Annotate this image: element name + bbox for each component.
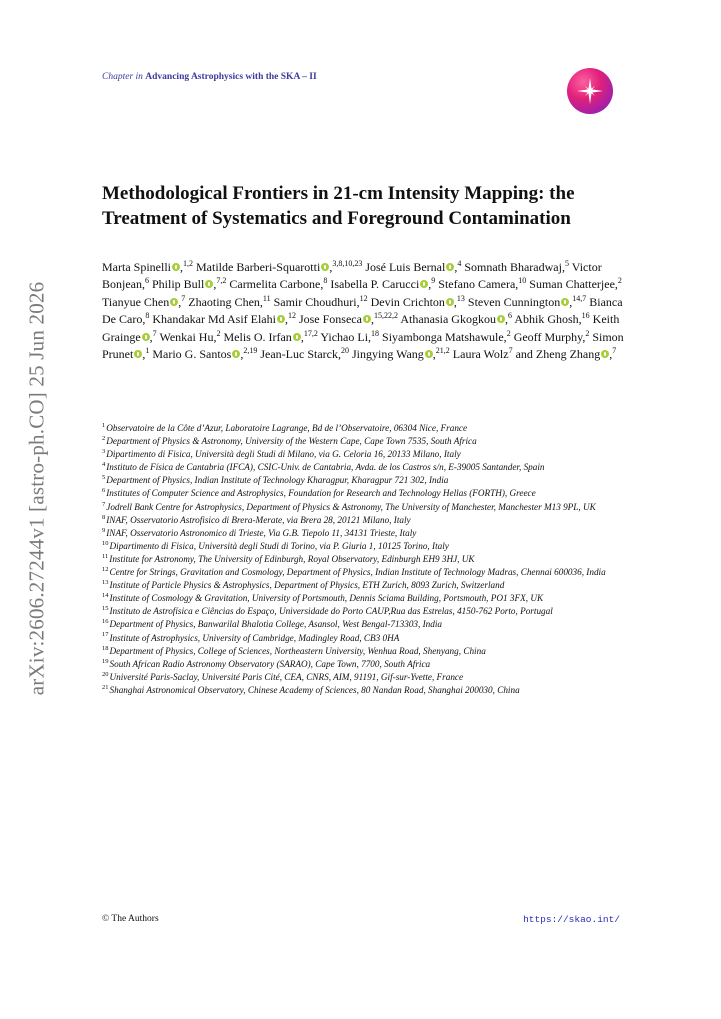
author-entry: [274, 295, 368, 309]
affiliation-number: 12: [102, 565, 109, 573]
affiliation-item: [102, 553, 627, 566]
author-entry: [438, 277, 526, 291]
affiliation-number: 19: [102, 657, 109, 665]
affiliation-number: 2: [102, 435, 106, 443]
author-affiliation-marker: 12: [359, 293, 368, 303]
author-affiliation-marker: 2: [506, 328, 511, 338]
affiliation-number: 20: [102, 670, 109, 678]
chapter-book-link[interactable]: Advancing Astrophysics with the SKA – II: [145, 72, 317, 82]
affiliation-number: 4: [102, 461, 106, 469]
affiliation-number: 15: [102, 605, 109, 613]
author-entry: Mario G. Santos ,$^{2,19}$: [152, 346, 258, 362]
orcid-icon[interactable]: [321, 263, 329, 271]
affiliation-text: Dipartimento di Fisica, Università degli Studi di Torino, via P. Giuria 1, 10125 Torino, Italy: [109, 540, 449, 551]
orcid-icon[interactable]: [363, 315, 371, 323]
author-affiliation-marker: 7,2: [216, 276, 227, 286]
affiliation-item: [102, 487, 627, 500]
affiliation-number: 17: [102, 631, 109, 639]
author-entry: and Zheng Zhang ,$^7$: [515, 346, 617, 362]
author-entry: Tianyue Chen ,$^7$: [102, 293, 186, 309]
author-affiliation-marker: 14,7: [572, 293, 587, 303]
author-entry: Devin Crichton ,$^{13}$: [370, 293, 465, 309]
affiliation-text: Institute of Cosmology & Gravitation, University of Portsmouth, Dennis Sciama Building, Portsmouth, PO1 3FX, UK: [109, 593, 544, 604]
author-entry: Keith Grainge ,$^7$: [102, 312, 620, 344]
orcid-icon[interactable]: [172, 263, 180, 271]
affiliation-item: [102, 566, 627, 579]
author-entry: Simon Prunet ,$^1$: [102, 329, 624, 362]
author-name: Tianyue Chen: [102, 294, 170, 309]
author-name: Wenkai Hu,: [159, 329, 217, 344]
author-affiliation-marker: 6: [145, 276, 149, 286]
author-affiliation-marker: 2: [585, 328, 590, 338]
author-name: Athanasia Gkogkou: [400, 312, 496, 327]
affiliation-number: 21: [102, 683, 109, 691]
affiliation-item: [102, 474, 627, 487]
author-entry: [464, 260, 569, 274]
author-name: Geoff Murphy,: [513, 329, 586, 344]
author-entry: [159, 330, 220, 344]
author-name: Suman Chatterjee,: [529, 277, 618, 292]
author-name: and Zheng Zhang: [515, 347, 601, 362]
author-entry: Melis O. Irfan ,$^{17,2}$: [223, 328, 318, 344]
affiliation-text: Institute of Astrophysics, University of Cambridge, Madingley Road, CB3 0HA: [109, 632, 400, 643]
orcid-icon[interactable]: [134, 350, 142, 358]
affiliation-number: 11: [102, 552, 109, 560]
author-name: José Luis Bernal: [365, 260, 446, 274]
affiliation-item: [102, 422, 627, 435]
affiliation-item: [102, 527, 627, 540]
author-affiliation-marker: 17,2: [303, 328, 318, 338]
chapter-header: [102, 72, 317, 82]
author-entry: [229, 277, 327, 291]
affiliation-text: INAF, Osservatorio Astronomico di Trieste, Via G.B. Tiepolo 11, 34131 Trieste, Italy: [106, 527, 417, 538]
affiliation-item: [102, 461, 627, 474]
affiliation-item: [102, 645, 627, 658]
author-affiliation-marker: 5: [564, 259, 569, 268]
orcid-icon[interactable]: [601, 350, 609, 358]
affiliation-number: 3: [102, 448, 106, 456]
author-name: Jean-Luc Starck,: [260, 347, 341, 362]
author-affiliation-marker: 21,2: [435, 346, 450, 356]
orcid-icon[interactable]: [232, 350, 240, 358]
orcid-icon[interactable]: [425, 350, 433, 358]
affiliation-number: 13: [102, 579, 109, 587]
copyright-notice: © The Authors: [102, 914, 159, 924]
affiliation-text: Shanghai Astronomical Observatory, Chinese Academy of Sciences, 80 Nandan Road, Shanghai 200030, China: [109, 684, 520, 695]
affiliation-item: [102, 501, 627, 514]
author-entry: [260, 347, 349, 361]
affiliation-text: Department of Physics, College of Sciences, Northeastern University, Wenhua Road, Shenyang, China: [109, 645, 486, 656]
affiliation-text: Institute for Astronomy, The University of Edinburgh, Royal Observatory, Edinburgh EH9 3HJ, UK: [109, 553, 475, 564]
author-affiliation-marker: 16: [581, 311, 590, 321]
affiliation-number: 14: [102, 592, 109, 600]
affiliation-text: Department of Physics & Astronomy, University of the Western Cape, Cape Town 7535, South Africa: [106, 436, 477, 447]
author-affiliation-marker: 3,8,10,23: [332, 259, 363, 268]
author-affiliation-marker: 12: [287, 311, 296, 321]
author-affiliation-marker: 9: [431, 276, 436, 286]
author-name: Somnath Bharadwaj,: [464, 260, 565, 274]
orcid-icon[interactable]: [497, 315, 505, 323]
author-affiliation-marker: 7: [612, 346, 617, 356]
affiliation-number: 10: [102, 539, 109, 547]
author-name: Zhaoting Chen,: [188, 294, 263, 309]
orcid-icon[interactable]: [205, 280, 213, 288]
orcid-icon[interactable]: [277, 315, 285, 323]
star-icon: [575, 76, 605, 106]
author-affiliation-marker: 8: [145, 311, 150, 321]
author-affiliation-marker: 10: [518, 276, 527, 286]
author-affiliation-marker: 11: [262, 293, 271, 303]
affiliation-item: [102, 592, 627, 605]
author-affiliation-marker: 15,22,2: [373, 311, 398, 321]
affiliation-item: [102, 435, 627, 448]
author-affiliation-marker: 18: [371, 328, 380, 338]
affiliation-number: 1: [102, 421, 106, 429]
affiliation-text: Observatoire de la Côte d’Azur, Laboratoire Lagrange, Bd de l’Observatoire, 06304 Nice, France: [106, 423, 468, 433]
affiliation-item: [102, 579, 627, 592]
affiliation-number: 16: [102, 618, 109, 626]
affiliation-text: Instituto de Astrofísica e Ciências do Espaço, Universidade do Porto CAUP,Rua das Estrelas, 4150-762 Porto, Portugal: [109, 606, 553, 617]
affiliation-text: Dipartimento di Fisica, Università degli Studi di Milano, via G. Celoria 16, 20133 Milano, Italy: [106, 449, 461, 460]
author-name: Laura Wolz: [452, 347, 509, 362]
affiliation-number: 8: [102, 513, 106, 521]
author-entry: Athanasia Gkogkou ,$^6$: [400, 311, 512, 327]
affiliation-item: [102, 658, 627, 671]
affiliation-text: South African Radio Astronomy Observatory (SARAO), Cape Town, 7700, South Africa: [109, 658, 431, 669]
affiliation-text: Department of Physics, Indian Institute of Technology Kharagpur, Kharagpur 721 302, India: [106, 475, 449, 486]
affiliation-text: Instituto de Física de Cantabria (IFCA), CSIC-Univ. de Cantabria, Avda. de los Castros s/n, E-39005 Santander, Spain: [106, 462, 545, 473]
author-name: Matilde Barberi-Squarotti: [196, 260, 321, 274]
author-name: Melis O. Irfan: [223, 329, 292, 344]
affiliation-item: [102, 448, 627, 461]
author-entry: [514, 312, 589, 326]
author-list: [102, 259, 632, 363]
author-name: Carmelita Carbone,: [229, 277, 324, 292]
author-name: Yichao Li,: [320, 329, 372, 344]
orcid-icon[interactable]: [293, 333, 301, 341]
author-name: Samir Choudhuri,: [273, 294, 360, 309]
affiliation-number: 7: [102, 500, 106, 508]
author-affiliation-marker: 2: [617, 276, 622, 286]
author-name: Bianca De Caro,: [102, 294, 623, 327]
author-entry: [453, 347, 513, 361]
affiliation-item: [102, 618, 627, 631]
author-affiliation-marker: 7: [152, 328, 157, 338]
author-affiliation-marker: 1,2: [183, 259, 193, 268]
author-entry: José Luis Bernal ,$^4$: [365, 259, 462, 274]
orcid-icon[interactable]: [561, 298, 569, 306]
author-entry: [382, 330, 511, 344]
affiliation-number: 5: [102, 474, 106, 482]
affiliation-text: Jodrell Bank Centre for Astrophysics, Department of Physics & Astronomy, The University of Manchester, Manchester M13 9PL, UK: [106, 501, 596, 512]
affiliation-text: Institute of Particle Physics & Astrophysics, Department of Physics, ETH Zurich, 8093 Zurich, Switzerland: [109, 580, 505, 591]
author-name: Abhik Ghosh,: [514, 312, 582, 327]
affiliation-item: [102, 540, 627, 553]
affiliation-text: Department of Physics, Banwarilal Bhalotia College, Asansol, West Bengal-713303, India: [109, 619, 443, 630]
author-affiliation-marker: 6: [507, 311, 512, 321]
affiliation-item: [102, 684, 627, 697]
orcid-icon[interactable]: [142, 333, 150, 341]
author-entry: Jose Fonseca ,$^{15,22,2}$: [298, 311, 398, 327]
arxiv-identifier: arXiv:2606.27244v1 [astro-ph.CO] 25 Jun 2026: [24, 281, 49, 695]
author-affiliation-marker: 2,19: [243, 346, 258, 356]
affiliation-number: 18: [102, 644, 109, 652]
affiliation-item: [102, 632, 627, 645]
author-name: Isabella P. Carucci: [330, 277, 420, 292]
author-affiliation-marker: 2: [216, 328, 221, 338]
orcid-icon[interactable]: [420, 280, 428, 288]
author-entry: Steven Cunnington ,$^{14,7}$: [467, 293, 587, 309]
author-entry: Philip Bull ,$^{7,2}$: [152, 276, 227, 292]
affiliation-number: 6: [102, 487, 106, 495]
affiliation-item: [102, 671, 627, 684]
author-name: Stefano Camera,: [438, 277, 519, 292]
author-name: Jose Fonseca: [298, 312, 362, 327]
author-entry: Isabella P. Carucci ,$^9$: [330, 276, 436, 292]
orcid-icon[interactable]: [446, 263, 454, 271]
author-affiliation-marker: 8: [323, 276, 328, 286]
author-entry: Khandakar Md Asif Elahi ,$^{12}$: [152, 311, 296, 327]
author-name: Philip Bull: [152, 277, 205, 292]
paper-title: Methodological Frontiers in 21-cm Intensity Mapping: the Treatment of Systematics and Foreground Contamination: [102, 183, 575, 229]
arxiv-side-stamp: [20, 268, 54, 708]
ska-star-logo-icon: [567, 68, 613, 114]
author-entry: Matilde Barberi-Squarotti ,$^{3,8,10,23}$: [196, 259, 363, 274]
author-name: Mario G. Santos: [152, 347, 232, 362]
author-affiliation-marker: 7: [508, 346, 513, 356]
chapter-prefix: Chapter in: [102, 72, 143, 82]
author-entry: Marta Spinelli ,$^{1,2}$: [102, 259, 193, 274]
affiliation-item: [102, 605, 627, 618]
affiliation-text: Université Paris-Saclay, Université Paris Cité, CEA, CNRS, AIM, 91191, Gif-sur-Yvette, France: [109, 671, 464, 682]
author-affiliation-marker: 1: [145, 346, 150, 356]
author-affiliation-marker: 4: [457, 259, 462, 268]
author-name: Marta Spinelli: [102, 260, 171, 274]
author-name: Khandakar Md Asif Elahi: [152, 312, 276, 327]
affiliation-number: 9: [102, 526, 106, 534]
author-entry: Jingying Wang ,$^{21,2}$: [351, 346, 450, 362]
affiliation-text: Centre for Strings, Gravitation and Cosmology, Department of Physics, Indian Institute of Technology Madras, Chennai 600036, India: [109, 567, 606, 578]
orcid-icon[interactable]: [446, 298, 454, 306]
affiliation-text: INAF, Osservatorio Astrofisico di Brera-Merate, via Brera 28, 20121 Milano, Italy: [106, 514, 411, 525]
author-name: Jingying Wang: [351, 347, 424, 362]
author-affiliation-marker: 20: [340, 346, 349, 356]
author-entry: [514, 330, 590, 344]
author-name: Keith Grainge: [102, 312, 620, 344]
author-entry: [188, 295, 270, 309]
author-name: Steven Cunnington: [467, 294, 561, 309]
author-affiliation-marker: 13: [456, 293, 465, 303]
affiliation-list: [102, 422, 627, 697]
affiliation-item: [102, 514, 627, 527]
author-entry: [529, 277, 622, 291]
orcid-icon[interactable]: [170, 298, 178, 306]
author-name: Victor Bonjean,: [102, 260, 602, 292]
author-name: Devin Crichton: [370, 294, 445, 309]
author-entry: [320, 330, 379, 344]
affiliation-text: Institutes of Computer Science and Astrophysics, Foundation for Research and Technology Hellas (FORTH), Greece: [106, 488, 536, 499]
author-affiliation-marker: 7: [181, 293, 186, 303]
author-name: Siyambonga Matshawule,: [382, 329, 507, 344]
ska-url-link[interactable]: https://skao.int/: [523, 914, 620, 925]
author-name: Simon Prunet: [102, 329, 624, 362]
